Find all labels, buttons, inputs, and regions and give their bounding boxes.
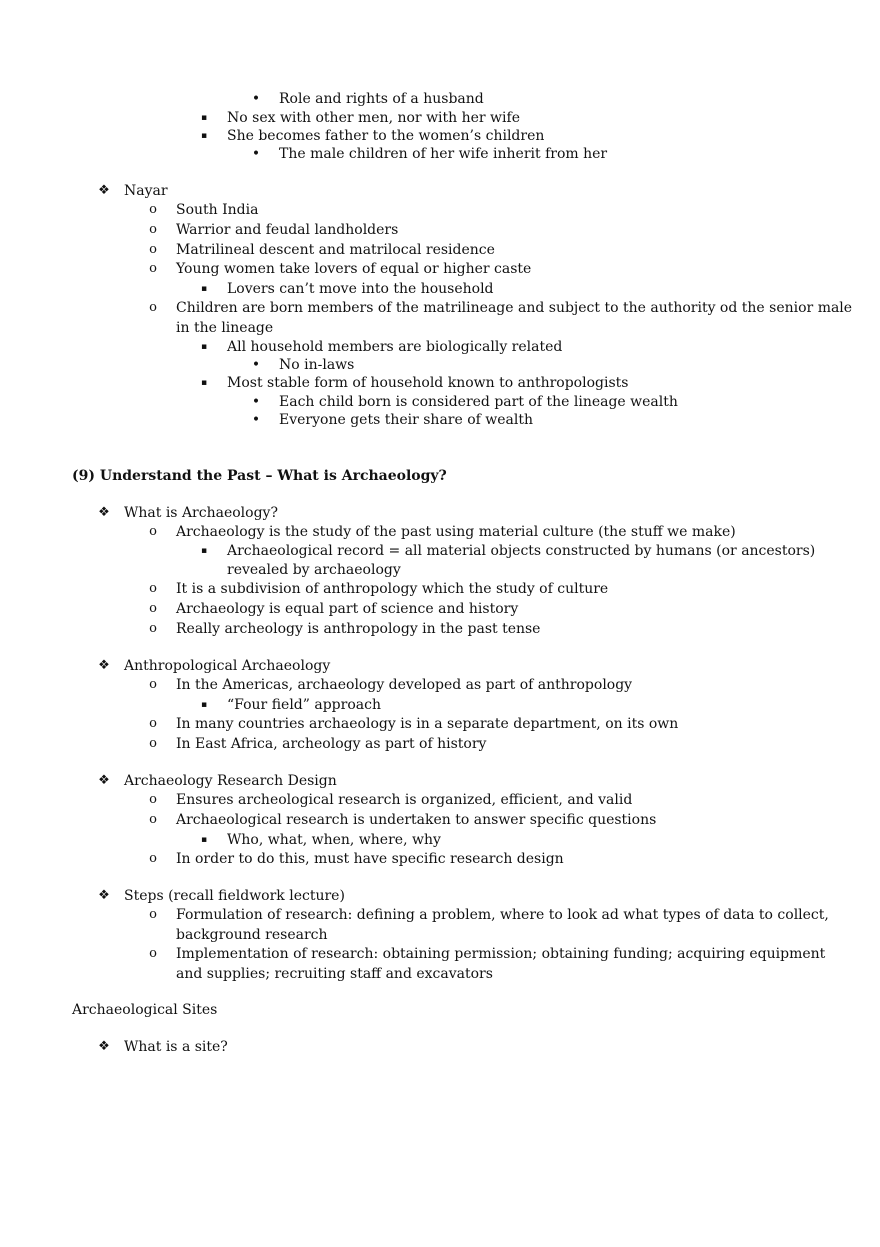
dot-bullet-icon: • xyxy=(251,91,261,107)
circle-bullet-icon: o xyxy=(149,300,157,315)
dot-bullet-icon: • xyxy=(251,394,261,410)
list-item: It is a subdivision of anthropology which the study of culture xyxy=(176,581,609,597)
square-bullet-icon: ▪ xyxy=(200,284,208,294)
circle-bullet-icon: o xyxy=(149,581,157,596)
circle-bullet-icon: o xyxy=(149,202,157,217)
square-bullet-icon: ▪ xyxy=(200,835,208,845)
list-item: “Four field” approach xyxy=(227,697,381,713)
list-item: Everyone gets their share of wealth xyxy=(279,412,534,428)
dot-bullet-icon: • xyxy=(251,412,261,428)
square-bullet-icon: ▪ xyxy=(200,131,208,141)
topic-research-design: Archaeology Research Design xyxy=(124,773,337,789)
list-item: Warrior and feudal landholders xyxy=(176,222,399,238)
list-item: Most stable form of household known to anthropologists xyxy=(227,375,629,391)
list-item: Really archeology is anthropology in the past tense xyxy=(176,621,541,637)
diamond-bullet-icon: ❖ xyxy=(98,183,110,198)
circle-bullet-icon: o xyxy=(149,946,157,961)
square-bullet-icon: ▪ xyxy=(200,113,208,123)
list-item: Lovers can’t move into the household xyxy=(227,281,494,297)
dot-bullet-icon: • xyxy=(251,357,261,373)
list-item-continuation: in the lineage xyxy=(176,320,274,336)
list-item: Young women take lovers of equal or higher caste xyxy=(176,261,532,277)
list-item: In order to do this, must have specific research design xyxy=(176,851,564,867)
list-item: Role and rights of a husband xyxy=(279,91,484,107)
circle-bullet-icon: o xyxy=(149,242,157,257)
list-item: Who, what, when, where, why xyxy=(227,832,441,848)
topic-what-is-site: What is a site? xyxy=(124,1039,228,1055)
list-item: Children are born members of the matrilineage and subject to the authority od the senior male xyxy=(176,300,853,316)
circle-bullet-icon: o xyxy=(149,621,157,636)
diamond-bullet-icon: ❖ xyxy=(98,773,110,788)
square-bullet-icon: ▪ xyxy=(200,546,208,556)
list-item: Matrilineal descent and matrilocal residence xyxy=(176,242,495,258)
topic-anthropological-archaeology: Anthropological Archaeology xyxy=(124,658,331,674)
list-item: Implementation of research: obtaining permission; obtaining funding; acquiring equipment xyxy=(176,946,826,962)
topic-nayar: Nayar xyxy=(124,183,168,199)
section-heading-sites: Archaeological Sites xyxy=(72,1002,218,1018)
diamond-bullet-icon: ❖ xyxy=(98,658,110,673)
list-item-continuation: background research xyxy=(176,927,328,943)
circle-bullet-icon: o xyxy=(149,851,157,866)
circle-bullet-icon: o xyxy=(149,812,157,827)
diamond-bullet-icon: ❖ xyxy=(98,888,110,903)
dot-bullet-icon: • xyxy=(251,146,261,162)
list-item: In many countries archaeology is in a separate department, on its own xyxy=(176,716,679,732)
topic-what-is-archaeology: What is Archaeology? xyxy=(124,505,278,521)
diamond-bullet-icon: ❖ xyxy=(98,505,110,520)
circle-bullet-icon: o xyxy=(149,601,157,616)
list-item: Ensures archeological research is organized, efficient, and valid xyxy=(176,792,633,808)
list-item: Each child born is considered part of the lineage wealth xyxy=(279,394,678,410)
topic-steps: Steps (recall fieldwork lecture) xyxy=(124,888,345,904)
square-bullet-icon: ▪ xyxy=(200,342,208,352)
circle-bullet-icon: o xyxy=(149,677,157,692)
circle-bullet-icon: o xyxy=(149,716,157,731)
diamond-bullet-icon: ❖ xyxy=(98,1039,110,1054)
circle-bullet-icon: o xyxy=(149,261,157,276)
list-item-continuation: revealed by archaeology xyxy=(227,562,401,578)
list-item: Archaeology is equal part of science and history xyxy=(176,601,519,617)
list-item: No in-laws xyxy=(279,357,355,373)
square-bullet-icon: ▪ xyxy=(200,378,208,388)
circle-bullet-icon: o xyxy=(149,222,157,237)
list-item: All household members are biologically related xyxy=(227,339,563,355)
list-item-continuation: and supplies; recruiting staff and excavators xyxy=(176,966,493,982)
square-bullet-icon: ▪ xyxy=(200,700,208,710)
list-item: In East Africa, archeology as part of history xyxy=(176,736,487,752)
list-item: The male children of her wife inherit from her xyxy=(279,146,608,162)
list-item: South India xyxy=(176,202,259,218)
circle-bullet-icon: o xyxy=(149,792,157,807)
list-item: No sex with other men, nor with her wife xyxy=(227,110,520,126)
section-heading: (9) Understand the Past – What is Archaeology? xyxy=(72,468,447,484)
list-item: Formulation of research: defining a problem, where to look ad what types of data to collect, xyxy=(176,907,829,923)
list-item: Archaeology is the study of the past using material culture (the stuff we make) xyxy=(176,524,736,540)
list-item: Archaeological research is undertaken to answer specific questions xyxy=(176,812,657,828)
list-item: In the Americas, archaeology developed as part of anthropology xyxy=(176,677,633,693)
circle-bullet-icon: o xyxy=(149,524,157,539)
circle-bullet-icon: o xyxy=(149,736,157,751)
list-item: Archaeological record = all material objects constructed by humans (or ancestors) xyxy=(227,543,816,559)
circle-bullet-icon: o xyxy=(149,907,157,922)
list-item: She becomes father to the women’s children xyxy=(227,128,545,144)
